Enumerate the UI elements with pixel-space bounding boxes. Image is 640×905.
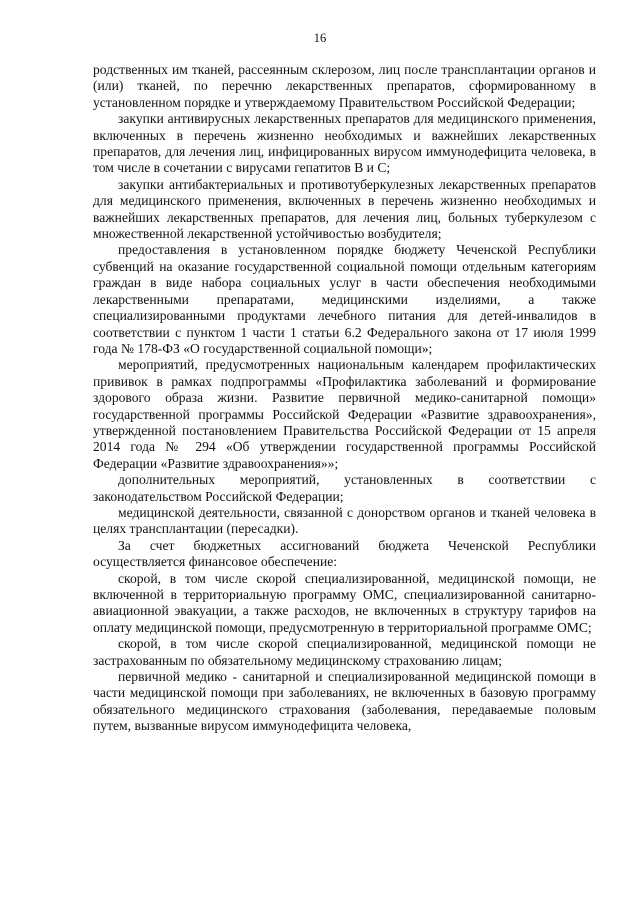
paragraph-emergency-care-not-included: скорой, в том числе скорой специализированной, медицинской помощи, не включенной в территориальную программу ОМС, специализированной санитарно-авиационной эвакуации, а также расходов, не включенных в структуру тарифов на оплату медицинской помощи, предусмотренную в территориальной программе ОМС; — [93, 570, 596, 635]
document-body — [93, 62, 596, 735]
paragraph-subventions: предоставления в установленном порядке бюджету Чеченской Республики субвенций на оказание государственной социальной помощи отдельным категориям граждан в виде набора социальных услуг в части обеспечения необходимыми лекарственными препаратами, медицинскими изделиями, а также специализированными продуктами лечебного питания для детей-инвалидов в соответствии с пунктом 1 части 1 статьи 6.2 Федерального закона от 17 июля 1999 года № 178-ФЗ «О государственной социальной помощи»; — [93, 242, 596, 356]
page-number: 16 — [313, 31, 327, 45]
paragraph-primary-care: первичной медико - санитарной и специализированной медицинской помощи в части медицинской помощи при заболеваниях, не включенных в базовую программу обязательного медицинского страхования (заболевания, передаваемые половым путем, вызванные вирусом иммунодефицита человека, — [93, 669, 596, 734]
paragraph-continuation: родственных им тканей, рассеянным склерозом, лиц после трансплантации органов и (или) тканей, по перечню лекарственных препаратов, сформированному в установленном порядке и утверждаемому Правительством Российской Федерации; — [93, 62, 596, 110]
paragraph-emergency-care-uninsured: скорой, в том числе скорой специализированной, медицинской помощи не застрахованным по обязательному медицинскому страхованию лицам; — [93, 636, 596, 668]
paragraph-additional-measures: дополнительных мероприятий, установленных в соответствии с законодательством Российской Федерации; — [93, 472, 596, 504]
paragraph-vaccination-calendar: мероприятий, предусмотренных национальным календарем профилактических прививок в рамках подпрограммы «Профилактика заболеваний и формирование здорового образа жизни. Развитие первичной медико-санитарной помощи» государственной программы Российской Федерации «Развитие здравоохранения», утвержденной постановлением Правительства Российской Федерации от 15 апреля 2014 года № 294 «Об утверждении государственной программы Российской Федерации «Развитие здравоохранения»»; — [93, 357, 596, 471]
paragraph-antiviral-procurement: закупки антивирусных лекарственных препаратов для медицинского применения, включенных в перечень жизненно необходимых и важнейших лекарственных препаратов, для лечения лиц, инфицированных вирусом иммунодефицита человека, в том числе в сочетании с вирусами гепатитов В и С; — [93, 111, 596, 176]
paragraph-donation-activity: медицинской деятельности, связанной с донорством органов и тканей человека в целях трансплантации (пересадки). — [93, 504, 596, 537]
paragraph-budget-financing: За счет бюджетных ассигнований бюджета Чеченской Республики осуществляется финансовое обеспечение: — [93, 537, 596, 570]
paragraph-antibacterial-procurement: закупки антибактериальных и противотуберкулезных лекарственных препаратов для медицинского применения, включенных в перечень жизненно необходимых и важнейших лекарственных препаратов, для лечения лиц, больных туберкулезом с множественной лекарственной устойчивостью возбудителя; — [93, 176, 596, 242]
